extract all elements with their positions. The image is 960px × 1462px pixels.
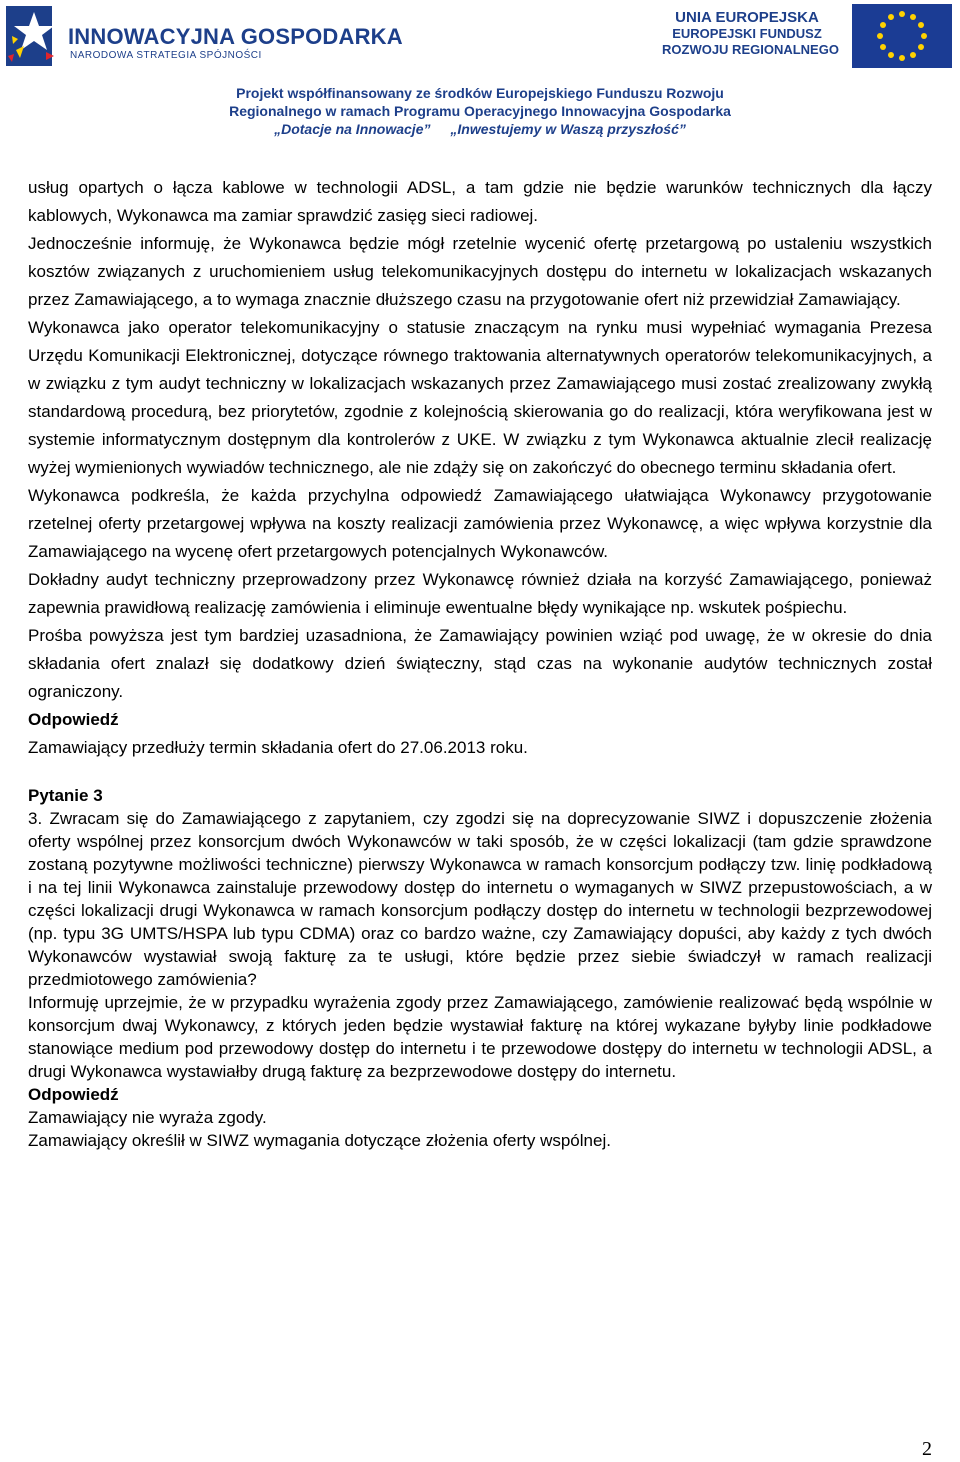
ig-logo-title: INNOWACYJNA GOSPODARKA	[68, 24, 403, 49]
paragraph-1: usług opartych o łącza kablowe w technologii ADSL, a tam gdzie nie będzie warunków technicznych dla łączy kablowych, Wykonawca ma zamiar sprawdzić zasięg sieci radiowej.	[28, 178, 932, 225]
innowacyjna-gospodarka-logo	[6, 6, 403, 66]
eu-logo-line3: ROZWOJU REGIONALNEGO	[662, 42, 839, 57]
question-3-info: Informuję uprzejmie, że w przypadku wyrażenia zgody przez Zamawiającego, zamówienie realizować będą wspólnie w konsorcjum dwaj Wykonawcy, z których jeden będzie wystawiał fakturę na której wykazane byłyby linie podkładowe stanowiące medium pod przewodowy dostęp do internetu i te przewodowe dostępy do internetu w technologii ADSL, a drugi Wykonawca wystawiałby drugą fakturę za bezprzewodowe dostępy do internetu.	[28, 993, 932, 1081]
paragraph-2: Jednocześnie informuję, że Wykonawca będzie mógł rzetelnie wycenić ofertę przetargową po ustaleniu wszystkich kosztów związanych z uruchomieniem usług telekomunikacyjnych dostępu do internetu w lokalizacjach wskazanych przez Zamawiającego, a to wymaga znacznie dłuższego czasu na przygotowanie ofert niż przewidział Zamawiający.	[28, 234, 932, 309]
answer-1: Zamawiający przedłuży termin składania ofert do 27.06.2013 roku.	[28, 738, 528, 757]
document-body	[28, 174, 932, 1152]
page-header	[0, 0, 960, 145]
project-info	[0, 84, 960, 138]
paragraph-6: Prośba powyższa jest tym bardziej uzasadniona, że Zamawiający powinien wziąć pod uwagę, że w okresie do dnia składania ofert znalazł się dodatkowy dzień świąteczny, stąd czas na wykonanie audytów technicznych został ograniczony.	[28, 626, 932, 701]
answer-2a: Zamawiający nie wyraża zgody.	[28, 1108, 267, 1127]
paragraph-3: Wykonawca jako operator telekomunikacyjny o statusie znaczącym na rynku musi wypełniać wymagania Prezesa Urzędu Komunikacji Elektronicznej, dotyczące równego traktowania alternatywnych operatorów telekomunikacyjnych, a w związku z tym audyt techniczny w lokalizacjach wskazanych przez Zamawiającego musi zostać zrealizowany zwykłą standardową procedurą, bez priorytetów, zgodnie z kolejnością skierowania go do realizacji, która weryfikowana jest w systemie informatycznym dostępnym dla kontrolerów z UKE. W związku z tym Wykonawca aktualnie zlecił realizację wyżej wymienionych wywiadów technicznego, ale nie zdąży się on zakończyć do obecnego terminu składania ofert.	[28, 318, 932, 477]
paragraph-5: Dokładny audyt techniczny przeprowadzony przez Wykonawcę również działa na korzyść Zamawiającego, ponieważ zapewnia prawidłową realizację zamówienia i eliminuje ewentualne błędy wynikające np. wskutek pośpiechu.	[28, 570, 932, 617]
project-line-2: Regionalnego w ramach Programu Operacyjnego Innowacyjna Gospodarka	[229, 103, 731, 119]
eu-logo	[662, 4, 952, 68]
question-3-section	[28, 784, 932, 1152]
slogan-inwestujemy: „Inwestujemy w Waszą przyszłość”	[450, 121, 686, 137]
ig-star-logo-icon	[6, 6, 64, 66]
project-slogans	[0, 120, 960, 138]
answer-2b: Zamawiający określił w SIWZ wymagania dotyczące złożenia oferty wspólnej.	[28, 1131, 611, 1150]
question-label-3: Pytanie 3	[28, 786, 103, 805]
ig-logo-subtitle: NARODOWA STRATEGIA SPÓJNOŚCI	[70, 50, 262, 61]
page-number: 2	[922, 1438, 932, 1460]
eu-flag-icon	[852, 4, 952, 68]
question-3-text: 3. Zwracam się do Zamawiającego z zapytaniem, czy zgodzi się na doprecyzowanie SIWZ i dopuszczenie złożenia oferty wspólnej przez konsorcjum dwóch Wykonawców w taki sposób, że w części lokalizacji (tam gdzie sprawdzone zostaną pozytywne możliwości techniczne) pierwszy Wykonawca w ramach konsorcjum podłączy tzw. linię podkładową i na tej linii Wykonawca zainstaluje przewodowy dostęp do internetu o wymaganych w SIWZ przepustowościach, a w części lokalizacji drugi Wykonawca w ramach konsorcjum podłączy dostęp do internetu w technologii bezprzewodowej (np. typu 3G UMTS/HSPA lub typu CDMA) oraz co bardzo ważne, czy Zamawiający dopuści, aby każdy z tych dwóch Wykonawców wystawiał swoją fakturę za te usługi, które będzie przez siebie świadczył w ramach realizacji przedmiotowego zamówienia?	[28, 809, 932, 989]
spacer	[28, 762, 932, 784]
project-line-1: Projekt współfinansowany ze środków Europejskiego Funduszu Rozwoju	[236, 85, 724, 101]
answer-label-2: Odpowiedź	[28, 1085, 119, 1104]
eu-logo-line1: UNIA EUROPEJSKA	[675, 9, 819, 26]
eu-logo-line2: EUROPEJSKI FUNDUSZ	[672, 26, 822, 41]
slogan-dotacje: „Dotacje na Innowacje”	[274, 121, 431, 137]
paragraph-4: Wykonawca podkreśla, że każda przychylna odpowiedź Zamawiającego ułatwiająca Wykonawcy przygotowanie rzetelnej oferty przetargowej wpływa na koszty realizacji zamówienia przez Wykonawcę, a więc wpływa korzystnie dla Zamawiającego na wycenę ofert przetargowych potencjalnych Wykonawców.	[28, 486, 932, 561]
answer-label-1: Odpowiedź	[28, 710, 119, 729]
eu-logo-text	[662, 9, 839, 58]
